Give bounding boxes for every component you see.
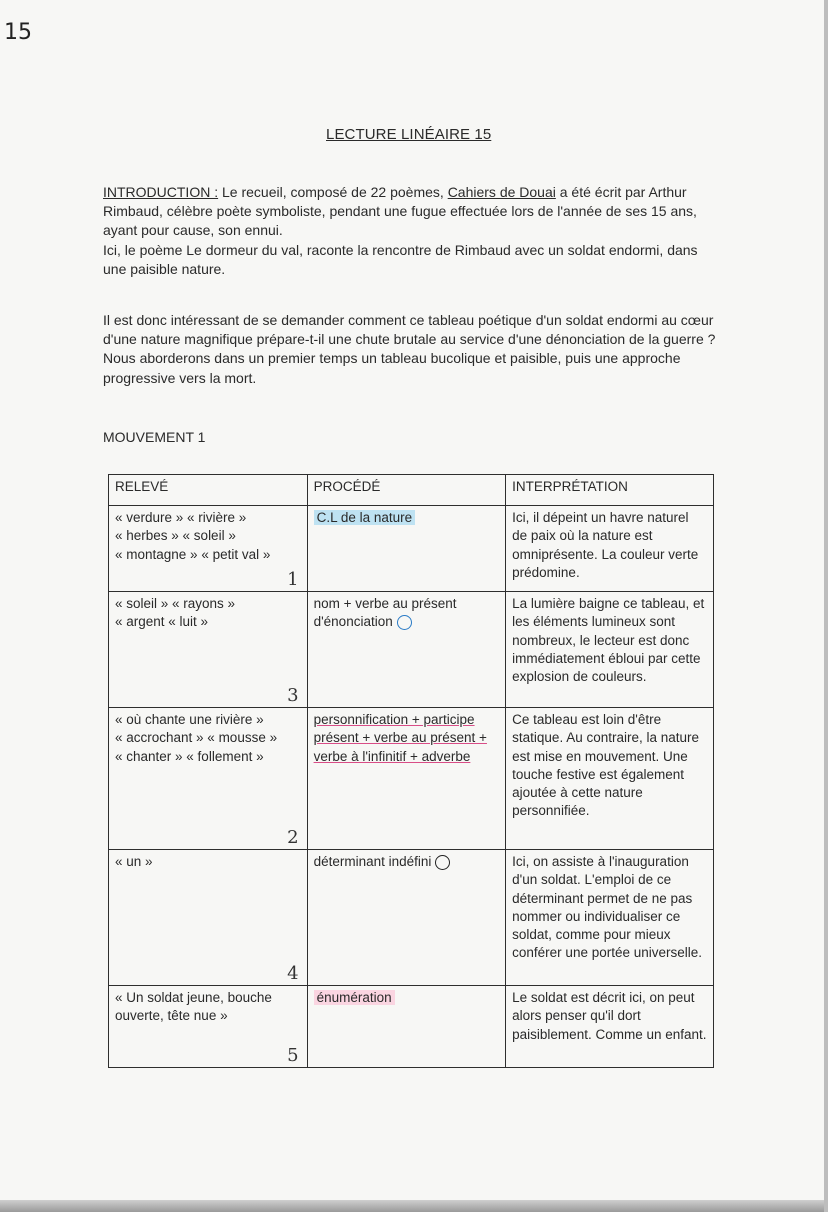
interpretation-cell: La lumière baigne ce tableau, et les éléments lumineux sont nombreux, le lecteur est donc immédiatement ébloui par cette explosion de couleurs. <box>506 592 714 708</box>
problematique-text: Il est donc intéressant de se demander comment ce tableau poétique d'un soldat endormi au cœur d'une nature magnifique prépare-t-il une chute brutale au service d'une dénonciation de la guerre ? <box>103 312 716 348</box>
table-row <box>109 708 714 850</box>
releve-cell <box>109 506 308 592</box>
interpretation-cell: Ici, on assiste à l'inauguration d'un soldat. L'emploi de ce déterminant permet de ne pas nommer ou individualiser ce soldat, comme pour mieux conférer une portée universelle. <box>506 850 714 986</box>
page-bottom-edge <box>0 1200 828 1212</box>
releve-line: « où chante une rivière » <box>115 712 264 727</box>
page-number: 15 <box>4 20 32 45</box>
procede-cell <box>307 506 506 592</box>
procede-text: C.L de la nature <box>314 510 416 525</box>
releve-line: « argent « luit » <box>115 614 209 630</box>
releve-cell <box>109 592 308 708</box>
header-interpretation: INTERPRÉTATION <box>506 475 714 506</box>
table-header-row <box>109 475 714 506</box>
releve-cell <box>109 986 308 1068</box>
table-row <box>109 506 714 592</box>
releve-line: « soleil » « rayons » <box>115 596 236 611</box>
procede-text: déterminant indéfini <box>313 854 432 869</box>
row-number: 3 <box>287 684 299 706</box>
procede-cell <box>307 708 506 850</box>
procede-cell <box>307 592 506 708</box>
work-title: Cahiers de Douai <box>447 184 556 200</box>
introduction-text-3: Ici, le poème Le dormeur du val, raconte la rencontre de Rimbaud avec un soldat endormi, dans une paisible nature. <box>103 241 698 277</box>
releve-cell <box>109 850 308 986</box>
releve-cell <box>109 708 308 850</box>
procede-text: nom + verbe au présent d'énonciation <box>313 596 457 630</box>
row-number: 1 <box>287 568 299 590</box>
introduction-text-1: Le recueil, composé de 22 poèmes, <box>218 184 448 200</box>
releve-line: « montagne » « petit val » <box>115 546 271 562</box>
releve-line: « herbes » « soleil » <box>115 528 236 544</box>
analysis-table <box>108 474 714 1068</box>
releve-line: « verdure » « rivière » <box>115 510 247 525</box>
row-number: 4 <box>287 962 299 984</box>
procede-cell <box>307 986 506 1068</box>
introduction-text-2: a été écrit par Arthur Rimbaud, célèbre poète symboliste, pendant une fugue effectuée lors de l'année de ses 15 ans, ayant pour cause, son ennui. <box>103 184 697 239</box>
circle-mark-icon <box>397 615 412 630</box>
introduction-paragraph <box>103 183 723 279</box>
problematique-paragraph <box>103 311 723 388</box>
table-row <box>109 986 714 1068</box>
releve-line: « un » <box>115 854 153 869</box>
interpretation-cell: Le soldat est décrit ici, on peut alors penser qu'il dort paisiblement. Comme un enfant. <box>506 986 714 1068</box>
header-procede: PROCÉDÉ <box>307 475 506 506</box>
procede-cell <box>307 850 506 986</box>
header-releve: RELEVÉ <box>109 475 308 506</box>
plan-text: Nous aborderons dans un premier temps un tableau bucolique et paisible, puis une approche progressive vers la mort. <box>103 350 681 386</box>
releve-line: « Un soldat jeune, bouche ouverte, tête nue » <box>115 990 272 1024</box>
procede-text: énumération <box>314 990 395 1005</box>
page-right-edge <box>824 0 828 1212</box>
table-row <box>109 850 714 986</box>
releve-line: « accrochant » « mousse » <box>115 730 278 746</box>
introduction-label: INTRODUCTION : <box>103 184 219 200</box>
row-number: 2 <box>287 826 299 848</box>
interpretation-cell: Ce tableau est loin d'être statique. Au contraire, la nature est mise en mouvement. Une touche festive est également ajoutée à cette nature personnifiée. <box>506 708 714 850</box>
row-number: 5 <box>287 1044 299 1066</box>
circle-mark-icon <box>435 855 450 870</box>
movement-label: MOUVEMENT 1 <box>103 429 206 445</box>
page-title: LECTURE LINÉAIRE 15 <box>326 126 492 143</box>
releve-line: « chanter » « follement » <box>115 748 264 764</box>
interpretation-cell: Ici, il dépeint un havre naturel de paix où la nature est omniprésente. La couleur verte prédomine. <box>506 506 714 592</box>
table-row <box>109 592 714 708</box>
procede-text: personnification + participe présent + verbe au présent + verbe à l'infinitif + adverbe <box>313 712 487 764</box>
